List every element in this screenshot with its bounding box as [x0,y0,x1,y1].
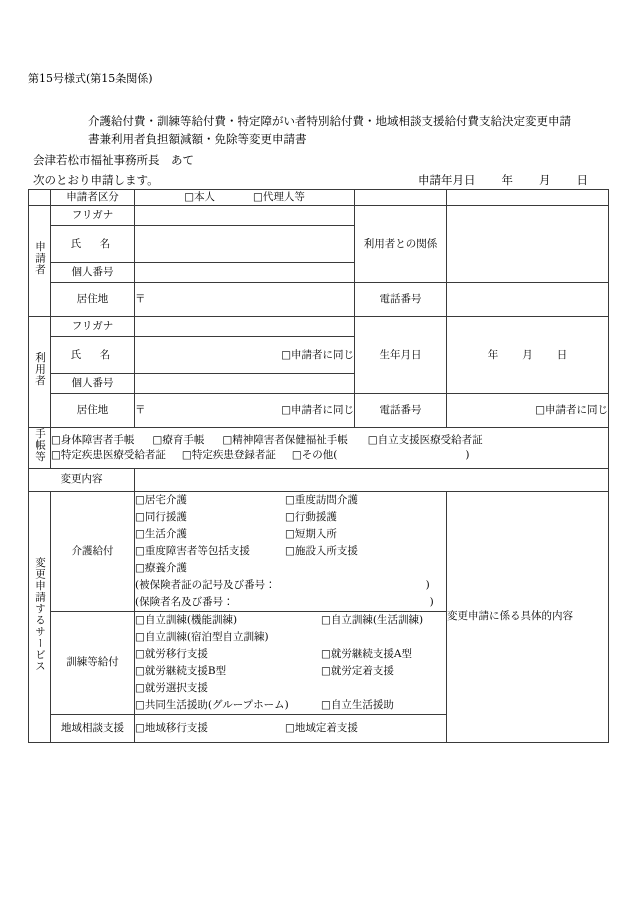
applicant-mynumber-label: 個人番号 [51,263,135,283]
checkbox-applicant-self[interactable]: □本人 [184,191,215,203]
checkbox-comprehensive-support-severe-disability[interactable]: □重度障害者等包括支援 [135,544,250,557]
checkbox-independence-training-life[interactable]: □自立訓練(生活訓練) [321,613,424,626]
care-benefit-row [135,526,446,543]
training-benefits-label: 訓練等給付 [51,611,135,714]
checkbox-home-care[interactable]: □居宅介護 [135,493,187,506]
table-row-user-furigana [29,317,609,337]
application-date-label: 申請年月日 [418,173,476,187]
checkbox-independence-training-functional[interactable]: □自立訓練(機能訓練) [135,613,238,626]
table-row-care-benefits [29,491,609,611]
regional-support-label: 地域相談支援 [51,714,135,742]
applicant-phone-label: 電話番号 [355,283,447,317]
checkbox-regional-transition-support[interactable]: □地域移行支援 [135,721,208,734]
regional-support-row [135,720,446,737]
application-date-year-unit: 年 [501,173,513,187]
table-row-applicant-category [29,190,609,206]
user-furigana-label: フリガナ [51,317,135,337]
checkbox-user-name-same-as-applicant[interactable]: □申請者に同じ [281,348,354,361]
notebook-options [51,428,609,469]
user-name-input[interactable] [135,337,355,374]
form-number: 第15号様式(第15条関係) [28,72,153,85]
spacer-cell [29,190,51,206]
user-section-label: 利用者 [29,317,51,428]
applicant-category-blank-2 [447,190,609,206]
insurer-name-number-field[interactable] [135,594,446,611]
user-postal-mark-icon: 〒 [135,404,146,416]
checkbox-continuous-employment-support-type-a[interactable]: □就労継続支援A型 [321,647,413,660]
care-benefits-label: 介護給付 [51,491,135,611]
change-detail-column[interactable] [447,491,609,742]
insured-certificate-number-field[interactable] [135,577,446,594]
checkbox-independent-living-support[interactable]: □自立生活援助 [321,698,394,711]
main-form-table [28,189,609,743]
user-furigana-input[interactable] [135,317,355,337]
checkbox-employment-transition-support[interactable]: □就労移行支援 [135,647,208,660]
notebook-options-line-1 [51,433,608,448]
change-detail-header: 変更申請に係る具体的内容 [447,610,573,622]
relation-input[interactable] [447,206,609,283]
table-row-applicant-address [29,283,609,317]
applicant-name-label: 氏 名 [51,226,135,263]
services-section-label: 変更申請するサービス [29,491,51,742]
care-benefit-row [135,492,446,509]
care-benefit-row [135,560,446,577]
care-benefits-options [135,491,447,611]
checkbox-continuous-employment-support-type-b[interactable]: □就労継続支援B型 [135,664,227,677]
training-benefit-row [135,663,446,680]
application-date-month-unit: 月 [539,173,551,187]
user-mynumber-label: 個人番号 [51,374,135,394]
document-title-line-2: 書兼利用者負担額減額・免除等変更申請書 [88,132,307,146]
application-date-field [418,172,588,188]
applicant-section-label: 申請者 [29,206,51,317]
training-benefit-row [135,612,446,629]
checkbox-facility-residence-support[interactable]: □施設入所支援 [285,544,358,557]
notebook-section-label: 手帳等 [29,428,51,469]
table-row-user-address [29,394,609,428]
document-title-line-1: 介護給付費・訓練等給付費・特定障がい者特別給付費・地域相談支援給付費支給決定変更申請 [88,114,571,128]
birth-date-label: 生年月日 [355,317,447,394]
checkbox-independence-training-residential[interactable]: □自立訓練(宿泊型自立訓練) [135,630,269,643]
applicant-name-input[interactable] [135,226,355,263]
user-address-label: 居住地 [51,394,135,428]
training-benefit-row [135,629,446,646]
insured-certificate-number-close-paren: ) [425,578,430,591]
notebook-options-line-2 [51,448,608,463]
checkbox-short-term-stay[interactable]: □短期入所 [285,527,337,540]
applicant-category-label: 申請者区分 [51,190,135,206]
table-row-notebook [29,428,609,469]
applicant-furigana-input[interactable] [135,206,355,226]
checkbox-group-home-support[interactable]: □共同生活援助(グループホーム) [135,698,289,711]
relation-label: 利用者との関係 [355,206,447,283]
table-row-change-content [29,468,609,491]
notebook-other-close-paren: ) [465,448,470,461]
checkbox-user-phone-same-as-applicant[interactable]: □申請者に同じ [535,404,608,416]
document-title [88,112,608,148]
training-benefits-options [135,611,447,714]
applicant-address-input[interactable] [135,283,355,317]
addressee: 会津若松市福祉事務所長 あて [33,153,194,167]
applicant-mynumber-input[interactable] [135,263,355,283]
user-phone-input[interactable] [447,394,609,428]
insured-certificate-number-label: (被保険者証の記号及び番号： [135,578,276,591]
checkbox-behavioral-support[interactable]: □行動援護 [285,510,337,523]
user-address-input[interactable] [135,394,355,428]
checkbox-specific-disease-medical-certificate[interactable]: □特定疾患医療受給者証 [51,448,166,461]
birth-year-unit: 年 [487,348,499,361]
insurer-name-number-close-paren: ) [429,595,434,608]
checkbox-independence-support-medical-certificate[interactable]: □自立支援医療受給者証 [367,433,483,446]
checkbox-regional-settlement-support[interactable]: □地域定着支援 [285,721,358,734]
postal-mark-icon: 〒 [135,293,146,305]
birth-date-input[interactable] [447,317,609,394]
checkbox-user-address-same-as-applicant[interactable]: □申請者に同じ [281,404,354,416]
birth-day-unit: 日 [556,348,568,361]
training-benefit-row [135,680,446,697]
checkbox-rehabilitation-notebook[interactable]: □療育手帳 [152,433,205,446]
applicant-category-blank-1 [355,190,447,206]
training-benefit-row [135,697,446,714]
change-content-label: 変更内容 [29,468,135,491]
applicant-furigana-label: フリガナ [51,206,135,226]
birth-month-unit: 月 [522,348,533,361]
checkbox-employment-selection-support[interactable]: □就労選択支援 [135,681,208,694]
regional-support-options [135,714,447,742]
checkbox-accompaniment-support[interactable]: □同行援護 [135,510,187,523]
applicant-address-label: 居住地 [51,283,135,317]
intro-text: 次のとおり申請します。 [33,173,159,187]
user-mynumber-input[interactable] [135,374,355,394]
checkbox-daily-life-care[interactable]: □生活介護 [135,527,187,540]
checkbox-applicant-agent[interactable]: □代理人等 [253,191,305,203]
table-row-applicant-furigana [29,206,609,226]
checkbox-mental-health-notebook[interactable]: □精神障害者保健福祉手帳 [222,433,348,446]
training-benefit-row [135,646,446,663]
care-benefit-row [135,509,446,526]
checkbox-employment-retention-support[interactable]: □就労定着支援 [321,664,394,677]
checkbox-medical-care[interactable]: □療養介護 [135,561,187,574]
applicant-phone-input[interactable] [447,283,609,317]
checkbox-physical-disability-notebook[interactable]: □身体障害者手帳 [51,433,135,446]
applicant-category-options [135,190,355,206]
application-date-day-unit: 日 [576,173,588,187]
insurer-name-number-label: (保険者名及び番号： [135,595,234,608]
user-phone-label: 電話番号 [355,394,447,428]
checkbox-severe-home-visit-care[interactable]: □重度訪問介護 [285,493,358,506]
change-content-input[interactable] [135,468,609,491]
care-benefit-row [135,543,446,560]
checkbox-specific-disease-registration-certificate[interactable]: □特定疾患登録者証 [181,448,276,461]
checkbox-notebook-other[interactable]: □その他( [291,448,338,461]
user-name-label: 氏 名 [51,337,135,374]
